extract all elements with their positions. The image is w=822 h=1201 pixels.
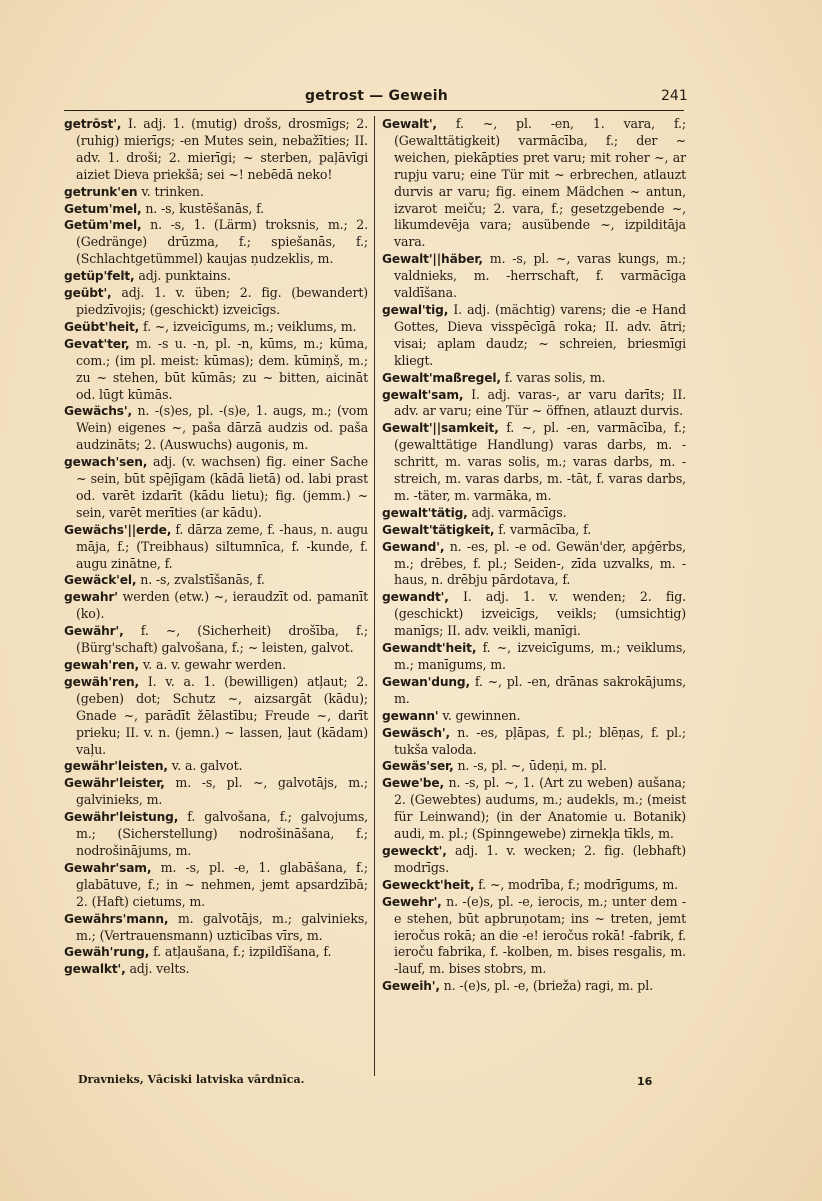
page-number: 241 xyxy=(661,88,688,104)
entry-headword: gewalkt', xyxy=(64,962,126,977)
dictionary-entry xyxy=(64,454,368,522)
dictionary-entry xyxy=(382,522,686,539)
entry-definition: I. adj. 1. (mutig) drošs, drosmīgs; 2. (ruhig) mierīgs; -en Mutes sein, nebažīties; II. adv. 1. droši; 2. mierīgi; ~ sterben, paļāvīgi aiziet Dieva priekšā; sei ~! nebēdā neko! xyxy=(76,116,369,182)
dictionary-entry xyxy=(382,758,686,775)
entry-definition: f. ~, pl. -en, 1. vara, f.; (Gewalttätigkeit) varmācība, f.; der ~ weichen, piekāpties pret varu; mit roher ~, ar rupju varu; eine Tür mit ~ erbrechen, atlauzt durvis ar varu; fig. einem Mädchen ~ antun, izvarot meiču; 2. vara, f.; gesetzgebende ~, likumdevēja vara; ausübende ~, izpilditāja vara. xyxy=(394,116,686,250)
dictionary-entry xyxy=(382,708,686,725)
dictionary-entry xyxy=(64,217,368,268)
entry-headword: Gevat'ter, xyxy=(64,336,130,351)
entry-definition: n. -(s)es, pl. -(s)e, 1. augs, m.; (vom Wein) eigenes ~, paša dārzā audzis od. paša audzināts; 2. (Auswuchs) augonis, m. xyxy=(76,403,369,453)
entry-headword: Gewe'be, xyxy=(382,776,444,791)
entry-headword: Gewalt'maßregel, xyxy=(382,370,501,385)
dictionary-entry xyxy=(64,944,368,961)
dictionary-entry xyxy=(64,961,368,978)
dictionary-entry xyxy=(64,589,368,623)
entry-headword: gewandt', xyxy=(382,590,449,605)
dictionary-entry xyxy=(64,319,368,336)
dictionary-entry xyxy=(64,572,368,589)
entry-headword: Gewahr'sam, xyxy=(64,860,152,875)
entry-definition: adj. 1. v. üben; 2. fig. (bewandert) piedzīvojis; (geschickt) izveicīgs. xyxy=(76,285,368,317)
entry-headword: gewach'sen, xyxy=(64,455,148,470)
entry-definition: f. varas solis, m. xyxy=(504,369,606,385)
entry-headword: Gewalt', xyxy=(382,117,437,131)
entry-definition: I. adj. 1. v. wenden; 2. fig. (geschickt) izveicīgs, veikls; (umsichtig) manīgs; II. adv. veikli, manīgi. xyxy=(394,589,687,639)
entry-headword: gewähr'leisten, xyxy=(64,759,168,774)
right-column xyxy=(382,116,686,995)
entry-definition: f. ~, modrība, f.; modrīgums, m. xyxy=(478,876,678,892)
entry-headword: gewäh'ren, xyxy=(64,674,139,689)
dictionary-entry xyxy=(382,978,686,995)
entry-definition: n. -es, pļāpas, f. pl.; blēņas, f. pl.; tukša valoda. xyxy=(394,724,686,757)
entry-headword: Getüm'mel, xyxy=(64,218,142,233)
entry-headword: gewahr' xyxy=(64,590,118,605)
entry-headword: Gewäck'el, xyxy=(64,573,137,588)
entry-headword: gewah'ren, xyxy=(64,658,139,672)
entry-definition: v. a. galvot. xyxy=(171,758,243,774)
dictionary-entry xyxy=(382,589,686,640)
entry-headword: Gewächs'||erde, xyxy=(64,522,172,537)
dictionary-entry xyxy=(382,843,686,877)
entry-definition: adj. varmācīgs. xyxy=(471,504,567,520)
entry-headword: Gewalt'tätigkeit, xyxy=(382,522,495,537)
entry-definition: f. ~, pl. -en, drānas sakrokājums, m. xyxy=(394,673,687,706)
dictionary-entry xyxy=(382,674,686,708)
dictionary-entry xyxy=(64,809,368,860)
entry-definition: n. -(e)s, pl. -e, ierocis, m.; unter dem -e stehen, būt apbruņotam; ins ~ treten, jemt ieročus rokā; an die -e! ieročus rokā! -fabrik, f. ieroču fabrika, f. -kolben, m. bises resgalis, m. -lauf, m. bises stobrs, m. xyxy=(394,893,687,977)
dictionary-entry xyxy=(382,775,686,843)
dictionary-entry xyxy=(382,302,686,370)
dictionary-entry xyxy=(382,116,686,251)
entry-definition: adj. velts. xyxy=(129,961,190,977)
dictionary-entry xyxy=(64,336,368,404)
entry-definition: n. -s, pl. ~, ūdeņi, m. pl. xyxy=(457,758,607,774)
entry-definition: n. -es, pl. -e od. Gewän'der, apģērbs, m.; drēbes, f. pl.; Seiden-, zīda uzvalks, m. -haus, n. drēbju pārdotava, f. xyxy=(394,538,686,588)
entry-headword: Geweckt'heit, xyxy=(382,877,475,892)
dictionary-entry xyxy=(64,184,368,201)
entry-definition: n. -s, zvalstīšanās, f. xyxy=(140,572,265,588)
entry-headword: Gewäs'ser, xyxy=(382,759,454,774)
entry-headword: Geweih', xyxy=(382,979,440,994)
entry-definition: n. -s, kustēšanās, f. xyxy=(145,200,265,216)
dictionary-entry xyxy=(382,725,686,759)
entry-definition: f. ~, izveicīgums, m.; veiklums, m.; manīgums, m. xyxy=(394,640,686,672)
dictionary-entry xyxy=(64,860,368,911)
dictionary-entry xyxy=(382,505,686,522)
dictionary-entry xyxy=(382,539,686,590)
dictionary-entry xyxy=(64,657,368,674)
entry-headword: Gewähr'leistung, xyxy=(64,810,179,825)
entry-definition: m. -s, pl. ~, galvotājs, m.; galvinieks, m. xyxy=(76,775,368,808)
entry-headword: geübt', xyxy=(64,286,112,301)
entry-definition: f. atļaušana, f.; izpildīšana, f. xyxy=(153,944,332,960)
entry-headword: Gewährs'mann, xyxy=(64,911,169,926)
dictionary-entry xyxy=(64,201,368,218)
running-title: getrost — Geweih xyxy=(305,88,448,104)
entry-definition: m. -s u. -n, pl. -n, kūms, m.; kūma, com.; (im pl. meist: kūmas); dem. kūmiņš, m.; zu ~ stehen, būt kūmās; zu ~ bitten, aicināt od. lūgt kūmās. xyxy=(76,335,368,402)
entry-headword: getrōst', xyxy=(64,117,122,131)
dictionary-entry xyxy=(64,403,368,454)
entry-headword: Gewächs', xyxy=(64,404,132,419)
entry-definition: m. -s, pl. -e, 1. glabāšana, f.; glabātuve, f.; in ~ nehmen, jemt apsardzībā; 2. (Haft) cietums, m. xyxy=(76,859,368,909)
entry-definition: f. ~, izveicīgums, m.; veiklums, m. xyxy=(143,318,357,334)
column-divider xyxy=(374,116,375,1076)
entry-headword: Gewalt'||samkeit, xyxy=(382,421,499,436)
dictionary-entry xyxy=(64,116,368,184)
entry-headword: getüp'felt, xyxy=(64,269,135,284)
entry-definition: v. gewinnen. xyxy=(442,707,521,723)
entry-headword: getrunk'en xyxy=(64,184,138,199)
entry-headword: Gewalt'||häber, xyxy=(382,252,483,267)
entry-headword: Getum'mel, xyxy=(64,201,142,216)
dictionary-entry xyxy=(382,387,686,421)
dictionary-entry xyxy=(64,268,368,285)
entry-headword: gewal'tig, xyxy=(382,302,449,317)
dictionary-entry xyxy=(382,420,686,505)
entry-definition: adj. 1. v. wecken; 2. fig. (lebhaft) modrīgs. xyxy=(394,842,686,875)
entry-definition: adj. punktains. xyxy=(138,268,231,284)
footer-signature: 16 xyxy=(637,1075,653,1088)
entry-definition: v. a. v. gewahr werden. xyxy=(142,657,286,672)
entry-headword: Gewehr', xyxy=(382,894,442,909)
entry-definition: f. galvošana, f.; galvojums, m.; (Sicherstellung) nodrošināšana, f.; nodrošinājums, m. xyxy=(76,809,368,858)
entry-definition: I. adj. (mächtig) varens; die -e Hand Gottes, Dieva visspēcīgā roka; II. adv. ātri; visai; aplam daudz; ~ schreien, briesmīgi kliegt. xyxy=(394,301,686,368)
entry-definition: f. dārza zeme, f. -haus, n. augu māja, f.; (Treibhaus) siltumnīca, f. -kunde, f. augu zinātne, f. xyxy=(76,521,368,571)
entry-definition: m. galvotājs, m.; galvinieks, m.; (Vertrauensmann) uzticības vīrs, m. xyxy=(76,910,368,943)
dictionary-entry xyxy=(64,522,368,573)
entry-headword: gewalt'sam, xyxy=(382,387,464,402)
dictionary-entry xyxy=(382,370,686,387)
entry-headword: Gewähr'leister, xyxy=(64,776,165,791)
dictionary-entry xyxy=(64,775,368,809)
entry-headword: Gewan'dung, xyxy=(382,674,470,689)
entry-headword: Geübt'heit, xyxy=(64,319,140,334)
entry-headword: geweckt', xyxy=(382,843,447,858)
dictionary-entry xyxy=(64,623,368,657)
dictionary-entry xyxy=(64,758,368,775)
entry-headword: Gewäh'rung, xyxy=(64,945,150,960)
footer-source: Dravnieks, Vāciski latviska vārdnīca. xyxy=(78,1073,305,1086)
entry-headword: gewann' xyxy=(382,708,439,723)
entry-definition: f. varmācība, f. xyxy=(498,521,592,537)
entry-headword: Gewähr', xyxy=(64,624,124,639)
dictionary-entry xyxy=(64,285,368,319)
entry-definition: f. ~, (Sicherheit) drošība, f.; (Bürg'schaft) galvošana, f.; ~ leisten, galvot. xyxy=(76,623,369,656)
entry-definition: n. -s, pl. ~, 1. (Art zu weben) aušana; 2. (Gewebtes) audums, m.; audekls, m.; (meist für Leinwand); (in der Anatomie u. Botanik) audi, m. pl.; (Spinngewebe) zirnekļa tīkls, m. xyxy=(394,775,687,842)
dictionary-entry xyxy=(64,674,368,759)
dictionary-entry xyxy=(382,251,686,302)
left-column xyxy=(64,116,368,978)
dictionary-entry xyxy=(382,894,686,979)
entry-definition: werden (etw.) ~, ieraudzīt od. pamanīt (ko). xyxy=(76,589,368,622)
entry-definition: I. v. a. 1. (bewilligen) atļaut; 2. (geben) dot; Schutz ~, aizsargāt (kādu); Gnade ~, parādīt žēlastību; Freude ~, darīt prieku; II. v. n. (jemn.) ~ lassen, ļaut (kādam) vaļu. xyxy=(76,673,368,757)
entry-headword: Gewand', xyxy=(382,539,445,554)
dictionary-entry xyxy=(64,911,368,945)
entry-headword: Gewandt'heit, xyxy=(382,641,477,656)
entry-definition: n. -(e)s, pl. -e, (brieža) ragi, m. pl. xyxy=(443,978,653,994)
entry-headword: Gewäsch', xyxy=(382,725,450,740)
dictionary-entry xyxy=(382,877,686,894)
dictionary-entry xyxy=(382,640,686,674)
entry-definition: m. -s, pl. ~, varas kungs, m.; valdnieks, m. -herrschaft, f. varmācīga valdīšana. xyxy=(394,251,686,301)
header-rule xyxy=(64,110,684,111)
entry-definition: n. -s, 1. (Lärm) troksnis, m.; 2. (Gedränge) drūzma, f.; spiešanās, f.; (Schlachtgetümmel) kaujas ņudzeklis, m. xyxy=(76,217,368,267)
entry-definition: I. adj. varas-, ar varu darīts; II. adv. ar varu; eine Tür ~ öffnen, atlauzt durvis. xyxy=(394,386,686,419)
entry-definition: v. trinken. xyxy=(141,183,204,199)
entry-definition: adj. (v. wachsen) fig. einer Sache ~ sein, būt spējīgam (kādā lietā) od. labi prast od. varēt izdarīt (kādu lietu); fig. (jemm.) ~ sein, varēt merīties (ar kādu). xyxy=(76,454,368,520)
entry-definition: f. ~, pl. -en, varmācība, f.; (gewalttätige Handlung) varas darbs, m. -schritt, m. varas solis, m.; varas darbs, m. -streich, m. varas darbs, m. -tāt, f. varas darbs, m. -täter, m. varmāka, m. xyxy=(394,420,686,503)
entry-headword: gewalt'tätig, xyxy=(382,505,468,520)
